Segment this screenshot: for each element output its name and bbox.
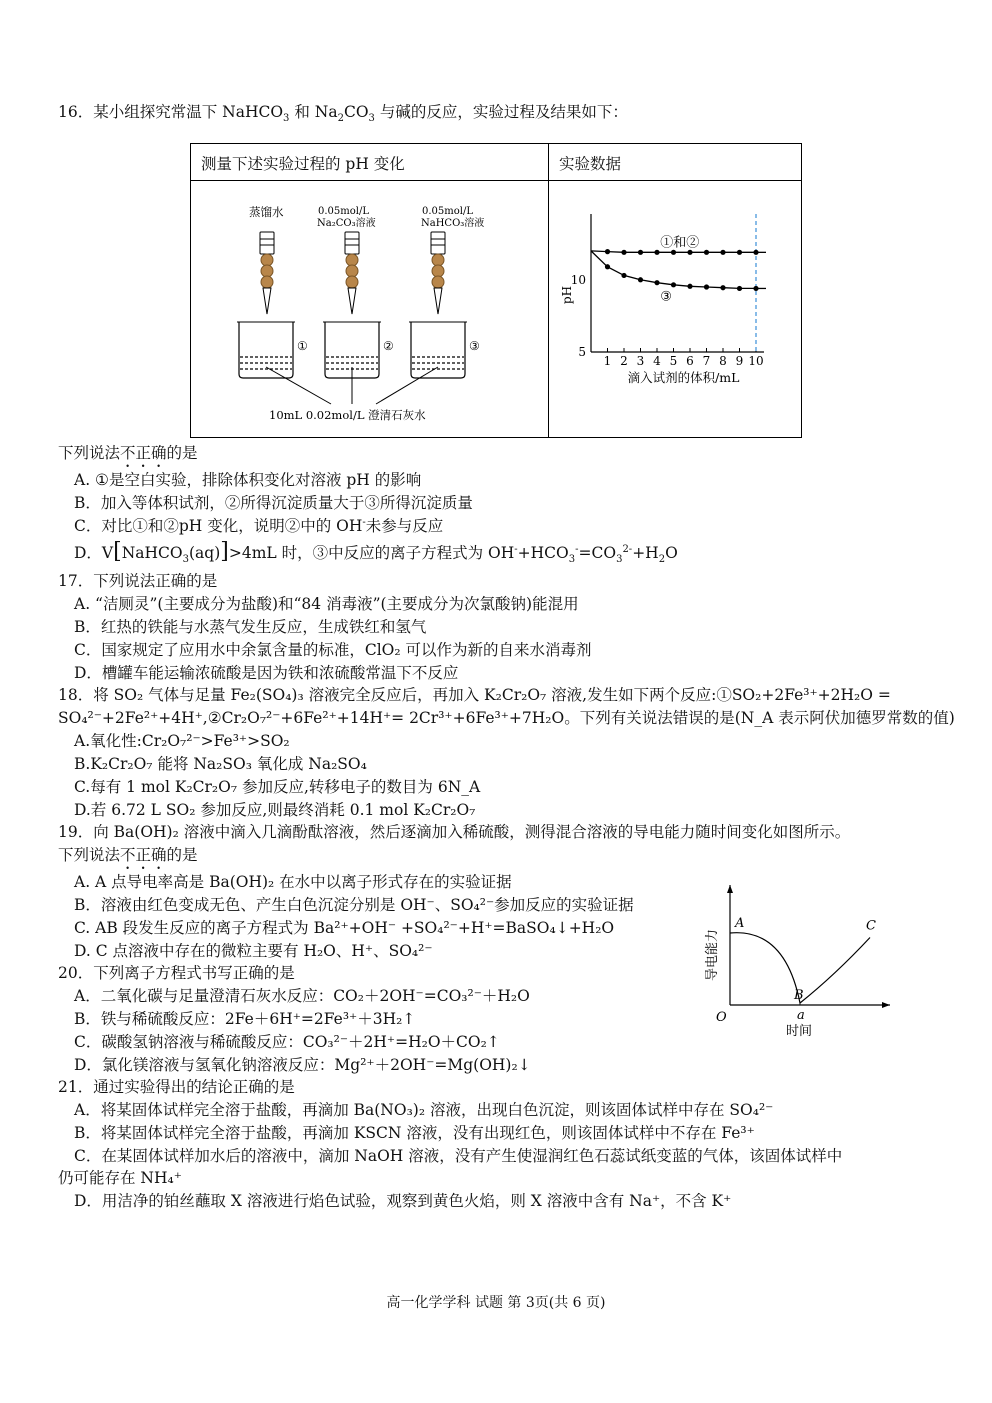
q21-option-d: D．用洁净的铂丝蘸取 X 溶液进行焰色试验，观察到黄色火焰，则 X 溶液中含有 Na⁺，不含 K⁺ (74, 1192, 732, 1210)
q20-option-d: D．氯化镁溶液与氢氧化钠溶液反应：Mg²⁺＋2OH⁻=Mg(OH)₂↓ (74, 1056, 531, 1074)
apparatus-diagram (191, 182, 546, 438)
q18-option-a: A.氧化性:Cr₂O₇²⁻>Fe³⁺>SO₂ (74, 732, 290, 750)
ph-point (720, 250, 725, 255)
dropper-2 (345, 232, 359, 314)
ph-x-tick-label: 5 (669, 354, 678, 368)
ph-point (605, 264, 610, 269)
cond-label-origin: O (716, 1010, 727, 1025)
ph-point (621, 273, 626, 278)
ph-x-tick-label: 1 (603, 354, 612, 368)
ph-point (638, 250, 643, 255)
q17-option-d: D．槽罐车能运输浓硫酸是因为铁和浓硫酸常温下不反应 (74, 664, 459, 682)
q19-option-d: D. C 点溶液中存在的微粒主要有 H₂O、H⁺、SO₄²⁻ (74, 942, 433, 960)
ph-x-tick-label: 10 (748, 354, 764, 368)
ph-point (753, 286, 758, 291)
beaker-3 (409, 322, 467, 378)
q16-option-d: D．V[NaHCO$_3$(aq)]>4mL 时，③中反应的离子方程式为 $OH^-+HCO_3^-=CO_3^{2-}+H_2O$ (74, 539, 678, 566)
q21-option-a: A．将某固体试样完全溶于盐酸，再滴加 Ba(NO₃)₂ 溶液，出现白色沉淀，则该固体试样中存在 SO₄²⁻ (74, 1101, 774, 1119)
cond-y-axis-label: 导电能力 (705, 928, 720, 982)
pointer-lines (266, 367, 438, 404)
beaker-1 (237, 322, 295, 378)
page-footer: 高一化学学科 试题 第 3页(共 6 页) (386, 1295, 606, 1311)
dropper3-label-1: 0.05mol/L (422, 206, 473, 217)
ph-y-axis-label: pH (560, 285, 574, 305)
ph-point (671, 282, 676, 287)
q17-option-a: A. “洁厕灵”(主要成分为盐酸)和“84 消毒液”(主要成分为次氯酸钠)能混用 (74, 595, 579, 613)
dropper-3 (431, 232, 445, 314)
ph-series-label: ③ (660, 289, 672, 305)
cond-label-b: B (794, 988, 804, 1003)
ph-chart (551, 182, 801, 438)
ph-point (704, 284, 709, 289)
conductivity-chart (700, 875, 900, 1045)
q20-option-c: C．碳酸氢钠溶液与稀硫酸反应：CO₃²⁻＋2H⁺=H₂O＋CO₂↑ (74, 1033, 500, 1051)
dropper3-label-2: NaHCO₃溶液 (421, 218, 485, 229)
cond-y-arrow (727, 885, 733, 893)
q19-option-b: B．溶液由红色变成无色、产生白色沉淀分别是 OH⁻、SO₄²⁻参加反应的实验证据 (74, 896, 634, 914)
ph-x-tick-label: 9 (735, 354, 744, 368)
ph-point (671, 250, 676, 255)
beaker2-label: ② (383, 339, 394, 353)
q20-stem: 20．下列离子方程式书写正确的是 (58, 964, 295, 982)
ph-x-tick-label: 2 (620, 354, 628, 368)
q21-stem: 21．通过实验得出的结论正确的是 (58, 1078, 295, 1096)
ph-x-axis-label: 滴入试剂的体积/mL (627, 370, 740, 385)
ph-point (737, 286, 742, 291)
ph-point (720, 285, 725, 290)
q21-option-b: B．将某固体试样完全溶于盐酸，再滴加 KSCN 溶液，没有出现红色，则该固体试样中不存在 Fe³⁺ (74, 1124, 755, 1142)
q19-question: 下列说法不正确的是 (58, 846, 198, 864)
ph-x-tick-label: 7 (702, 354, 711, 368)
table-header-right: 实验数据 (559, 155, 622, 173)
beaker1-label: ① (297, 339, 308, 353)
ph-point (687, 250, 692, 255)
q17-option-b: B．红热的铁能与水蒸气发生反应，生成铁红和氢气 (74, 618, 427, 636)
ph-y-tick-label: 10 (570, 272, 586, 287)
ph-x-tick-label: 4 (653, 354, 661, 368)
cond-x-arrow (882, 1002, 890, 1008)
q16-question: 下列说法不正确的是 (58, 444, 198, 462)
q18-option-d: D.若 6.72 L SO₂ 参加反应,则最终消耗 0.1 mol K₂Cr₂O₇ (74, 801, 476, 819)
ph-series-label: ①和② (660, 235, 700, 251)
ph-point (704, 250, 709, 255)
q16-option-c: C．对比①和②pH 变化，说明②中的 OH-未参与反应 (74, 516, 444, 535)
beaker-solution-label: 10mL 0.02mol/L 澄清石灰水 (269, 408, 426, 422)
dropper2-label-1: 0.05mol/L (318, 206, 369, 217)
q20-option-b: B．铁与稀硫酸反应：2Fe＋6H⁺=2Fe³⁺＋3H₂↑ (74, 1010, 416, 1028)
experiment-table (190, 143, 802, 438)
q19-option-a: A. A 点导电率高是 Ba(OH)₂ 在水中以离子形式存在的实验证据 (74, 873, 512, 891)
ph-point (654, 280, 659, 285)
q17-stem: 17．下列说法正确的是 (58, 572, 218, 590)
q19-option-c: C. AB 段发生反应的离子方程式为 Ba²⁺+OH⁻ +SO₄²⁻+H⁺=BaSO₄↓+H₂O (74, 919, 615, 937)
ph-point (638, 277, 643, 282)
ph-point (737, 250, 742, 255)
q18-line1: 18．将 SO₂ 气体与足量 Fe₂(SO₄)₃ 溶液完全反应后，再加入 K₂Cr₂O₇ 溶液,发生如下两个反应:①SO₂+2Fe³⁺+2H₂O = (58, 686, 891, 704)
cond-label-a-time: a (797, 1008, 805, 1023)
dropper1-label: 蒸馏水 (249, 205, 284, 219)
q21-option-c2: 仍可能存在 NH₄⁺ (58, 1169, 182, 1187)
q16-option-a: A. ①是空白实验，排除体积变化对溶液 pH 的影响 (74, 471, 422, 489)
ph-x-tick-label: 6 (686, 354, 694, 368)
ph-x-tick-label: 8 (719, 354, 727, 368)
beaker3-label: ③ (469, 339, 480, 353)
q20-option-a: A．二氧化碳与足量澄清石灰水反应：CO₂＋2OH⁻=CO₃²⁻＋H₂O (74, 987, 530, 1005)
q19-stem: 19．向 Ba(OH)₂ 溶液中滴入几滴酚酞溶液，然后逐滴加入稀硫酸，测得混合溶液的导电能力随时间变化如图所示。 (58, 823, 851, 841)
q21-option-c1: C．在某固体试样加水后的溶液中，滴加 NaOH 溶液，没有产生使湿润红色石蕊试纸变蓝的气体，该固体试样中 (74, 1147, 843, 1165)
ph-point (654, 250, 659, 255)
ph-point (687, 284, 692, 289)
table-header-left: 测量下述实验过程的 pH 变化 (201, 155, 405, 173)
ph-point (605, 249, 610, 254)
q18-option-c: C.每有 1 mol K₂Cr₂O₇ 参加反应,转移电子的数目为 6N_A (74, 778, 481, 796)
ph-point (753, 250, 758, 255)
q16-option-b: B．加入等体积试剂，②所得沉淀质量大于③所得沉淀质量 (74, 494, 473, 512)
cond-label-c: C (866, 918, 876, 934)
dropper-1 (260, 232, 274, 314)
q18-option-b: B.K₂Cr₂O₇ 能将 Na₂SO₃ 氧化成 Na₂SO₄ (74, 755, 367, 773)
cond-label-a: A (735, 916, 745, 931)
ph-y-tick-label: 5 (578, 345, 586, 359)
dropper2-label-2: Na₂CO₃溶液 (317, 218, 376, 229)
q17-option-c: C．国家规定了应用水中余氯含量的标准，ClO₂ 可以作为新的自来水消毒剂 (74, 641, 592, 659)
q16-stem: 16．某小组探究常温下 NaHCO$_3$ 和 $Na_2CO_3$ 与碱的反应，实验过程及结果如下： (58, 103, 628, 125)
cond-x-axis-label: 时间 (786, 1024, 813, 1039)
ph-point (621, 250, 626, 255)
ph-x-tick-label: 3 (636, 354, 645, 368)
q18-line2: SO₄²⁻+2Fe²⁺+4H⁺,②Cr₂O₇²⁻+6Fe²⁺+14H⁺= 2Cr³⁺+6Fe³⁺+7H₂O。下列有关说法错误的是(N_A 表示阿伏加德罗常数的值) (58, 709, 955, 727)
